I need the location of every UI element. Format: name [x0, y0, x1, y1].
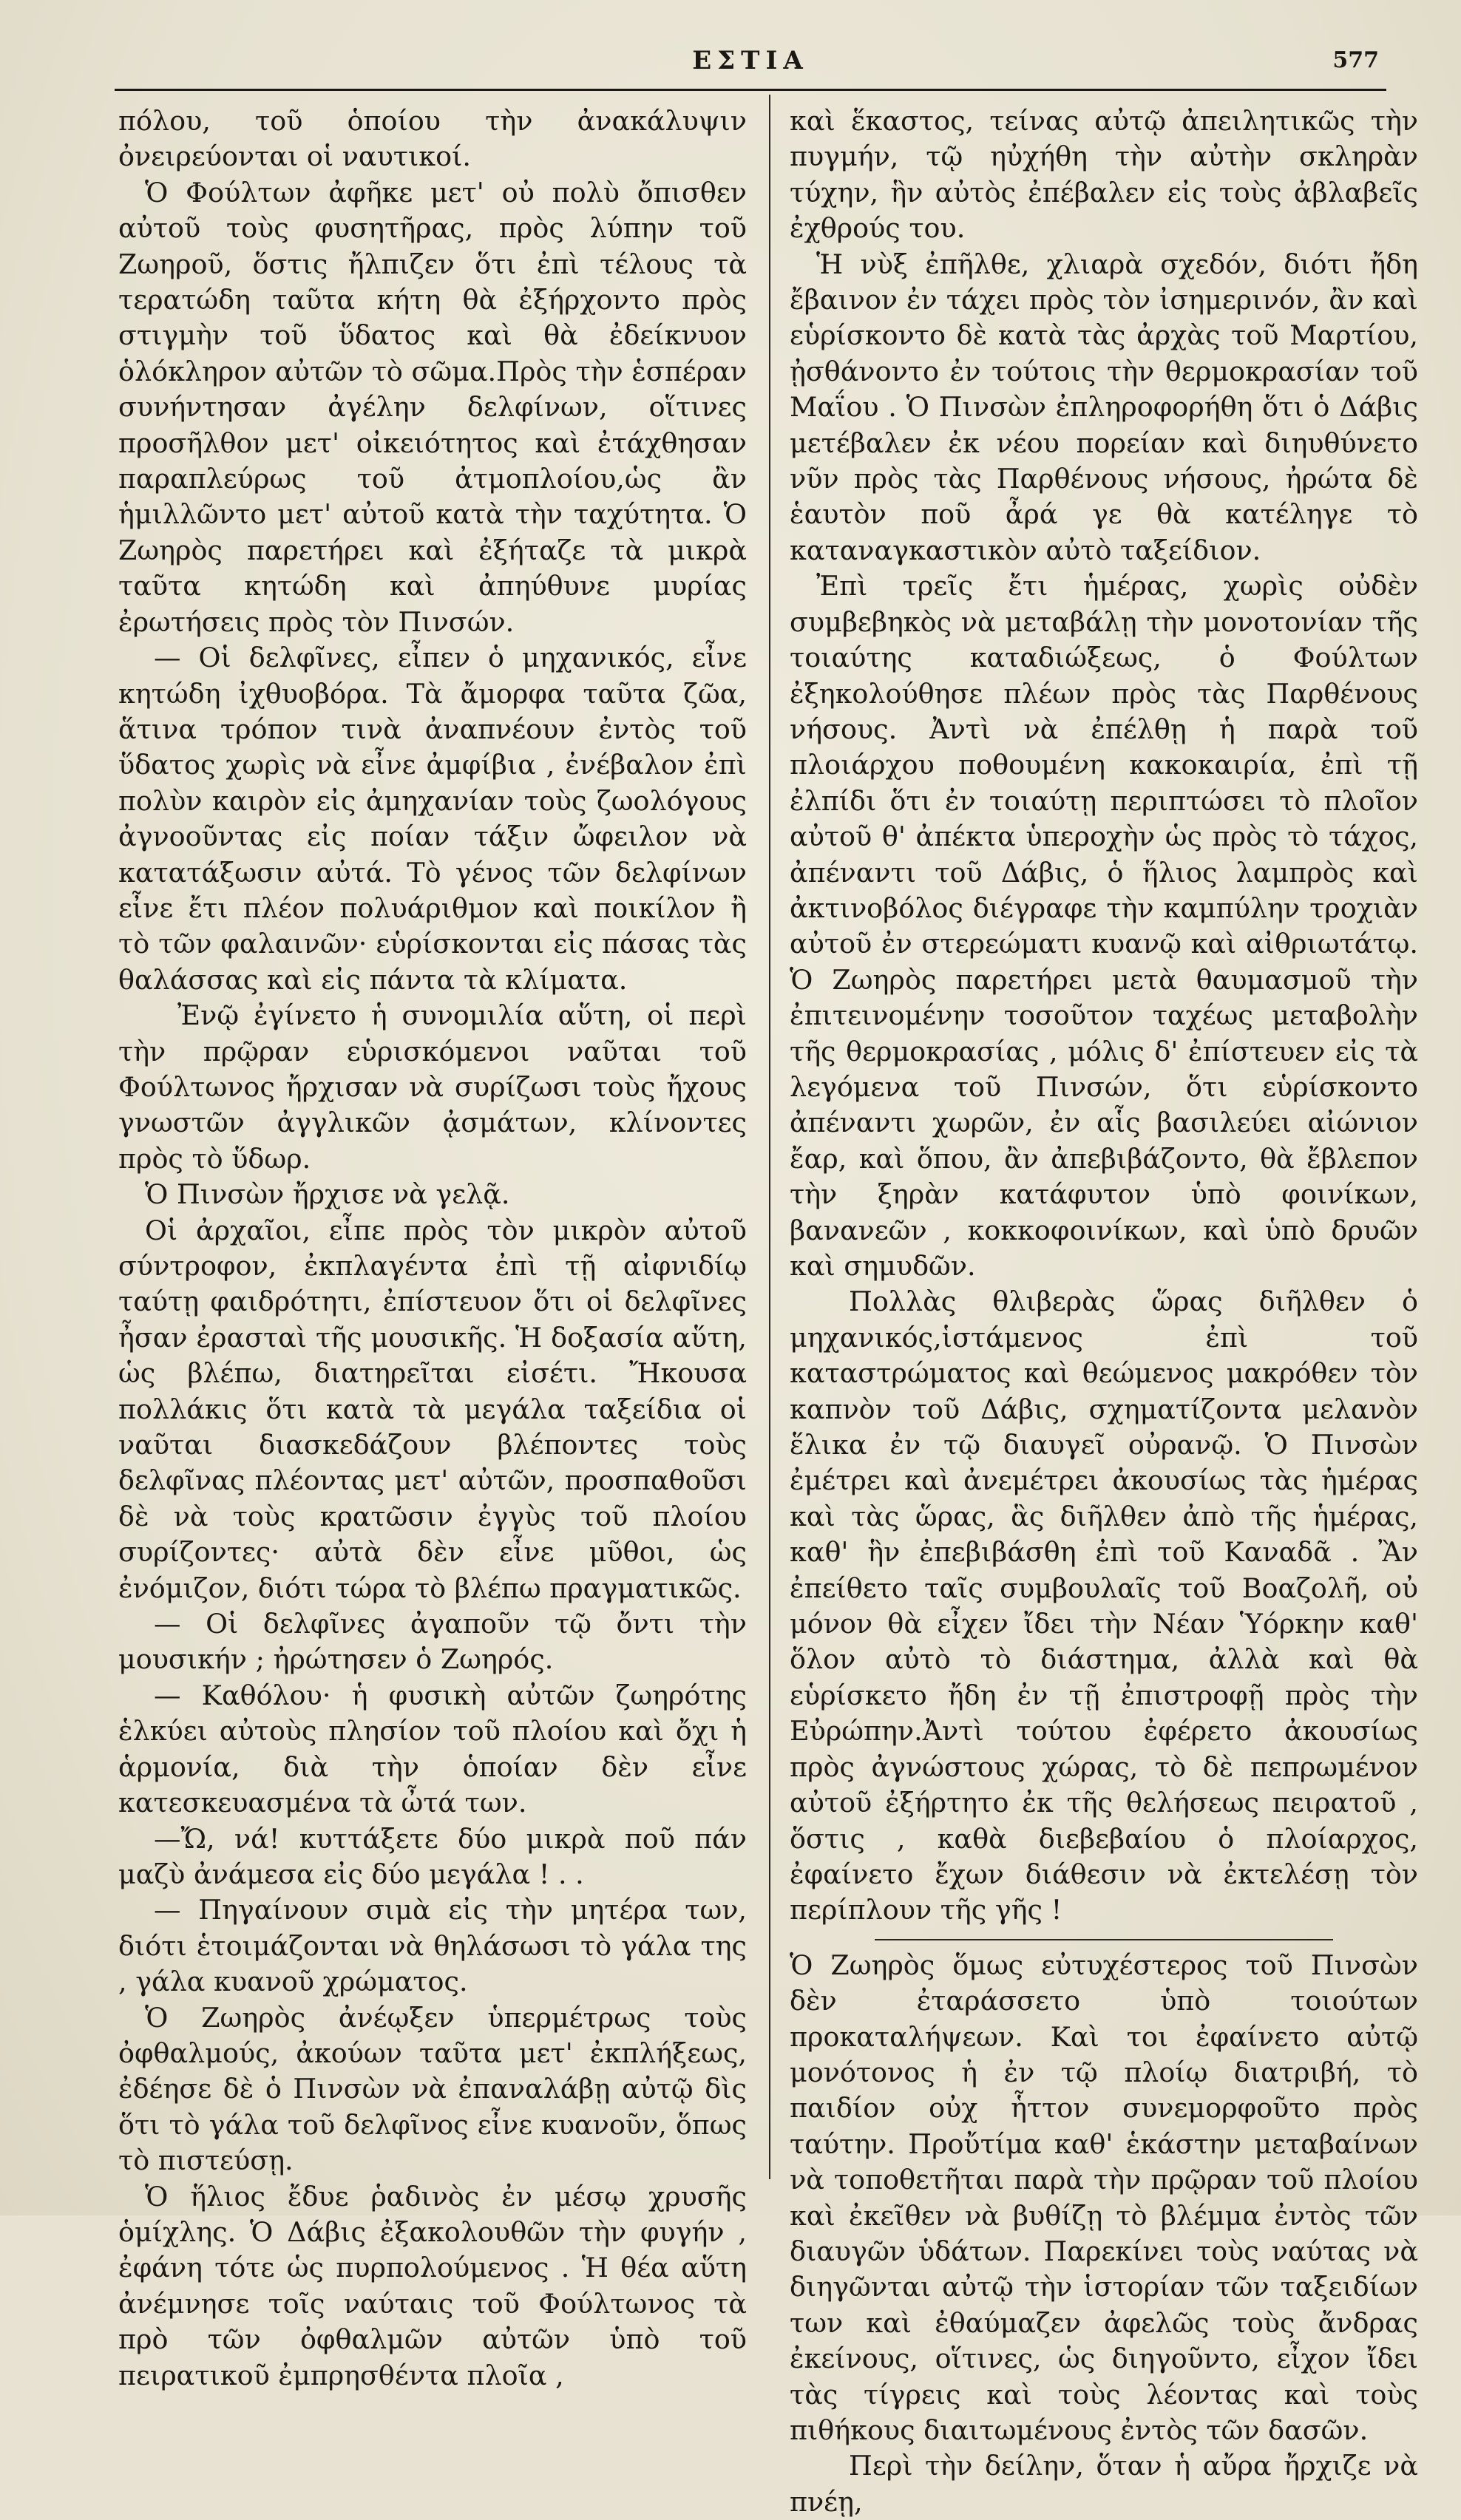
paragraph: Ἐπὶ τρεῖς ἔτι ἡμέρας, χωρὶς οὐδὲν συμβεβηκὸς νὰ μεταβάλῃ τὴν μονοτονίαν τῆς τοιαύτης καταδιώξεως, ὁ Φούλτων ἐξηκολούθησε πλέων πρὸς τὰς Παρθένους νήσους. Ἀντὶ νὰ ἐπέλθῃ ἡ παρὰ τοῦ πλοιάρχου ποθουμένη κακοκαιρία, ἐπὶ τῇ ἐλπίδι ὅτι ἐν τοιαύτῃ περιπτώσει τὸ πλοῖον αὐτοῦ θ' ἀπέκτα ὑπεροχὴν ὡς πρὸς τὸ τάχος, ἀπέναντι τοῦ Δάβις, ὁ ἥλιος λαμπρὸς καὶ ἀκτινοβόλος διέγραφε τὴν καμπύλην τροχιὰν αὐτοῦ ἐν στερεώματι κυανῷ καὶ αἰθριωτάτῳ. Ὁ Ζωηρὸς παρετήρει μετὰ θαυμασμοῦ τὴν ἐπιτεινομένην τοσοῦτον ταχέως μεταβολὴν τῆς θερμοκρασίας , μόλις δ' ἐπίστευεν εἰς τὰ λεγόμενα τοῦ Πινσών, ὅτι εὑρίσκοντο ἀπέναντι χωρῶν, ἐν αἷς βασιλεύει αἰώνιον ἔαρ, καὶ ὅπου, ἂν ἀπεβιβάζοντο, θὰ ἔβλεπον τὴν ξηρὰν κατάφυτον ὑπὸ φοινίκων, βανανεῶν , κοκκοφοινίκων, καὶ ὑπὸ δρυῶν καὶ σημυδῶν.	[790, 570, 1418, 1282]
section-divider	[875, 1939, 1333, 1940]
page-header	[115, 46, 1386, 90]
paragraph: Ὁ ἥλιος ἔδυε ῥαδινὸς ἐν μέσῳ χρυσῆς ὁμίχλης. Ὁ Δάβις ἐξακολουθῶν τὴν φυγήν , ἐφάνη τότε ὡς πυρπολούμενος . Ἡ θέα αὕτη ἀνέμνησε τοῖς ναύταις τοῦ Φούλτωνος τὰ πρὸ τῶν ὀφθαλμῶν αὐτῶν ὑπὸ τοῦ πειρατικοῦ ἐμπρησθέντα πλοῖα ,	[118, 2180, 747, 2391]
dialogue-paragraph: — Πηγαίνουν σιμὰ εἰς τὴν μητέρα των, διότι ἑτοιμάζονται νὰ θηλάσωσι τὸ γάλα της , γάλα κυανοῦ χρώματος.	[118, 1894, 747, 1998]
paragraph: Ὁ Φούλτων ἀφῆκε μετ' οὐ πολὺ ὄπισθεν αὐτοῦ τοὺς φυσητῆρας, πρὸς λύπην τοῦ Ζωηροῦ, ὅστις ἤλπιζεν ὅτι ἐπὶ τέλους τὰ τερατώδη ταῦτα κήτη θὰ ἐξήρχοντο πρὸς στιγμὴν τοῦ ὕδατος καὶ θὰ ἐδείκνυον ὁλόκληρον αὐτῶν τὸ σῶμα.Πρὸς τὴν ἑσπέραν συνήντησαν ἀγέλην δελφίνων, οἵτινες προσῆλθον μετ' οἰκειότητος καὶ ἐτάχθησαν παραπλεύρως τοῦ ἀτμοπλοίου,ὡς ἂν ἡμιλλῶντο μετ' αὐτοῦ κατὰ τὴν ταχύτητα. Ὁ Ζωηρὸς παρετήρει καὶ ἐξήταζε τὰ μικρὰ ταῦτα κητώδη καὶ ἀπηύθυνε μυρίας ἐρωτήσεις πρὸς τὸν Πινσών.	[118, 176, 747, 638]
paragraph: πόλου, τοῦ ὁποίου τὴν ἀνακάλυψιν ὀνειρεύονται οἱ ναυτικοί.	[118, 105, 747, 173]
dialogue-paragraph: — Οἱ δελφῖνες, εἶπεν ὁ μηχανικός, εἶνε κητώδη ἰχθυοβόρα. Τὰ ἄμορφα ταῦτα ζῶα, ἅτινα τρόπον τινὰ ἀναπνέουν ἐντὸς τοῦ ὕδατος χωρὶς νὰ εἶνε ἀμφίβια , ἐνέβαλον ἐπὶ πολὺν καιρὸν εἰς ἀμηχανίαν τοὺς ζωολόγους ἀγνοοῦντας εἰς ποίαν τάξιν ὤφειλον νὰ κατατάξωσιν αὐτά. Τὸ γένος τῶν δελφίνων εἶνε ἔτι πλέον πολυάριθμον καὶ ποικίλον ἢ τὸ τῶν φαλαινῶν· εὑρίσκονται εἰς πάσας τὰς θαλάσσας καὶ εἰς πάντα τὰ κλίματα.	[118, 642, 747, 996]
paragraph: Ἐνῷ ἐγίνετο ἡ συνομιλία αὕτη, οἱ περὶ τὴν πρῷραν εὑρισκόμενοι ναῦται τοῦ Φούλτωνος ἤρχισαν νὰ συρίζωσι τοὺς ἤχους γνωστῶν ἀγγλικῶν ᾀσμάτων, κλίνοντες πρὸς τὸ ὕδωρ.	[118, 999, 747, 1175]
column-rule	[769, 95, 770, 2179]
header-rule	[115, 89, 1386, 91]
right-column	[790, 103, 1418, 2520]
paragraph: Ὁ Ζωηρὸς ἀνέῳξεν ὑπερμέτρως τοὺς ὀφθαλμούς, ἀκούων ταῦτα μετ' ἐκπλήξεως, ἐδέησε δὲ ὁ Πινσὼν νὰ ἐπαναλάβῃ αὐτῷ δὶς ὅτι τὸ γάλα τοῦ δελφῖνος εἶνε κυανοῦν, ὅπως τὸ πιστεύσῃ.	[118, 2001, 747, 2177]
paragraph: Πολλὰς θλιβερὰς ὥρας διῆλθεν ὁ μηχανικός,ἱστάμενος ἐπὶ τοῦ καταστρώματος καὶ θεώμενος μακρόθεν τὸν καπνὸν τοῦ Δάβις, σχηματίζοντα μελανὸν ἕλικα ἐν τῷ διαυγεῖ οὐρανῷ. Ὁ Πινσὼν ἐμέτρει καὶ ἀνεμέτρει ἀκουσίως τὰς ἡμέρας καὶ τὰς ὥρας, ἃς διῆλθεν ἀπὸ τῆς ἡμέρας, καθ' ἣν ἐπεβιβάσθη ἐπὶ τοῦ Καναδᾶ . Ἂν ἐπείθετο ταῖς συμβουλαῖς τοῦ Βοαζολῆ, οὐ μόνον θὰ εἶχεν ἴδει τὴν Νέαν Ὑόρκην καθ' ὅλον αὐτὸ τὸ διάστημα, ἀλλὰ καὶ θὰ εὑρίσκετο ἤδη ἐν τῇ ἐπιστροφῇ πρὸς τὴν Εὐρώπην.Ἀντὶ τούτου ἐφέρετο ἀκουσίως πρὸς ἀγνώστους χώρας, τὸ δὲ πεπρωμένον αὐτοῦ ἐξήρτητο ἐκ τῆς θελήσεως πειρατοῦ , ὅστις , καθὰ διεβεβαίου ὁ πλοίαρχος, ἐφαίνετο ἔχων διάθεσιν νὰ ἐκτελέσῃ τὸν περίπλουν τῆς γῆς !	[790, 1286, 1418, 1926]
running-title: ΕΣΤΙΑ	[692, 46, 809, 75]
page-number: 577	[1332, 47, 1379, 73]
paragraph: Περὶ τὴν δείλην, ὅταν ἡ αὔρα ἤρχιζε νὰ πνέῃ,	[790, 2450, 1418, 2518]
dialogue-paragraph: —Ὤ, νά! κυττάξετε δύο μικρὰ ποῦ πάν μαζὺ ἀνάμεσα εἰς δύο μεγάλα ! . .	[118, 1822, 747, 1890]
paragraph: Οἱ ἀρχαῖοι, εἶπε πρὸς τὸν μικρὸν αὐτοῦ σύντροφον, ἐκπλαγέντα ἐπὶ τῇ αἰφνιδίῳ ταύτῃ φαιδρότητι, ἐπίστευον ὅτι οἱ δελφῖνες ἦσαν ἐρασταὶ τῆς μουσικῆς. Ἡ δοξασία αὕτη, ὡς βλέπω, διατηρεῖται εἰσέτι. Ἤκουσα πολλάκις ὅτι κατὰ τὰ μεγάλα ταξείδια οἱ ναῦται διασκεδάζουν βλέποντες τοὺς δελφῖνας πλέοντας μετ' αὐτῶν, προσπαθοῦσι δὲ νὰ τοὺς κρατῶσιν ἐγγὺς τοῦ πλοίου συρίζοντες· αὐτὰ δὲν εἶνε μῦθοι, ὡς ἐνόμιζον, διότι τώρα τὸ βλέπω πραγματικῶς.	[118, 1214, 747, 1604]
dialogue-paragraph: — Οἱ δελφῖνες ἀγαποῦν τῷ ὄντι τὴν μουσικήν ; ἠρώτησεν ὁ Ζωηρός.	[118, 1608, 747, 1676]
paragraph: Ἡ νὺξ ἐπῆλθε, χλιαρὰ σχεδόν, διότι ἤδη ἔβαινον ἐν τάχει πρὸς τὸν ἰσημερινόν, ἂν καὶ εὑρίσκοντο δὲ κατὰ τὰς ἀρχὰς τοῦ Μαρτίου, ᾐσθάνοντο ἐν τούτοις τὴν θερμοκρασίαν τοῦ Μαΐου . Ὁ Πινσὼν ἐπληροφορήθη ὅτι ὁ Δάβις μετέβαλεν ἐκ νέου πορείαν καὶ διηυθύνετο νῦν πρὸς τὰς Παρθένους νήσους, ἠρώτα δὲ ἑαυτὸν ποῦ ἆρά γε θὰ κατέληγε τὸ καταναγκαστικὸν αὐτὸ ταξείδιον.	[790, 248, 1418, 566]
paragraph: Ὁ Ζωηρὸς ὅμως εὐτυχέστερος τοῦ Πινσὼν δὲν ἐταράσσετο ὑπὸ τοιούτων προκαταλήψεων. Καὶ τοι ἐφαίνετο αὐτῷ μονότονος ἡ ἐν τῷ πλοίῳ διατριβή, τὸ παιδίον οὐχ ἧττον συνεμορφοῦτο πρὸς ταύτην. Προὔτίμα καθ' ἑκάστην μεταβαίνων νὰ τοποθετῆται παρὰ τὴν πρῷραν τοῦ πλοίου καὶ ἐκεῖθεν νὰ βυθίζῃ τὸ βλέμμα ἐντὸς τῶν διαυγῶν ὑδάτων. Παρεκίνει τοὺς ναύτας νὰ διηγῶνται αὐτῷ τὴν ἱστορίαν τῶν ταξειδίων των καὶ ἐθαύμαζεν ἀφελῶς τοὺς ἄνδρας ἐκείνους, οἵτινες, ὡς διηγοῦντο, εἶχον ἴδει τὰς τίγρεις καὶ τοὺς λέοντας καὶ τοὺς πιθήκους διαιτωμένους ἐντὸς τῶν δασῶν.	[790, 1949, 1418, 2446]
paragraph: καὶ ἕκαστος, τείνας αὐτῷ ἀπειλητικῶς τὴν πυγμήν, τῷ ηὐχήθη τὴν αὐτὴν σκληρὰν τύχην, ἣν αὐτὸς ἐπέβαλεν εἰς τοὺς ἀβλαβεῖς ἐχθρούς του.	[790, 105, 1418, 245]
paragraph: Ὁ Πινσὼν ἤρχισε νὰ γελᾷ.	[145, 1178, 510, 1211]
dialogue-paragraph: — Καθόλου· ἡ φυσικὴ αὐτῶν ζωηρότης ἑλκύει αὐτοὺς πλησίον τοῦ πλοίου καὶ ὄχι ἡ ἁρμονία, διὰ τὴν ὁποίαν δὲν εἶνε κατεσκευασμένα τὰ ὦτά των.	[118, 1679, 747, 1819]
left-column	[118, 103, 747, 2394]
